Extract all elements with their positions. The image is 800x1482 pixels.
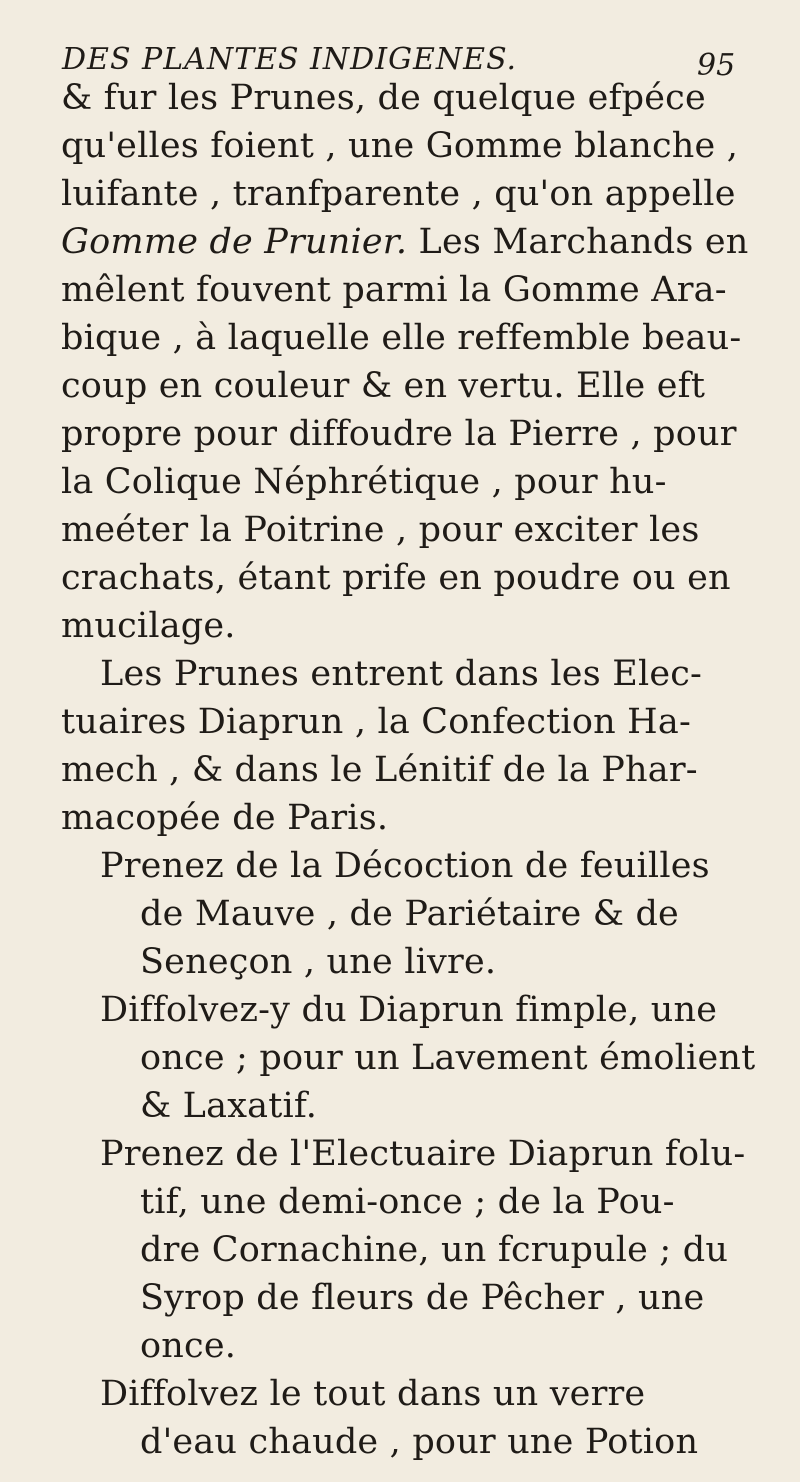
recipe-line: Diffolvez-y du Diaprun fimple, une — [100, 990, 718, 1030]
text-line: crachats, étant prife en poudre ou en — [61, 558, 731, 598]
text-segment: Les Marchands en — [407, 222, 749, 262]
text-line: coup en couleur & en vertu. Elle eft — [61, 366, 706, 406]
text-line: mêlent fouvent parmi la Gomme Ara- — [61, 270, 727, 310]
text-line: bique , à laquelle elle reffemble beau- — [61, 318, 742, 358]
recipe-line: Diffolvez le tout dans un verre — [100, 1374, 646, 1414]
text-line: Les Prunes entrent dans les Elec- — [100, 654, 703, 694]
text-line: & fur les Prunes, de quelque efpéce — [61, 78, 706, 118]
recipe-line: tif, une demi-once ; de la Pou- — [140, 1182, 675, 1222]
text-line-with-italic — [61, 218, 748, 266]
text-line: mucilage. — [61, 606, 236, 646]
text-line: meéter la Poitrine , pour exciter les — [61, 510, 700, 550]
recipe-line: de Mauve , de Pariétaire & de — [140, 894, 679, 934]
italic-term: Gomme de Prunier. — [61, 222, 408, 262]
text-line: tuaires Diaprun , la Confection Ha- — [61, 702, 691, 742]
text-line: luifante , tranfparente , qu'on appelle — [61, 174, 736, 214]
recipe-line: d'eau chaude , pour une Potion — [140, 1422, 699, 1462]
text-line: la Colique Néphrétique , pour hu- — [61, 462, 667, 502]
recipe-line: Prenez de l'Electuaire Diaprun folu- — [100, 1134, 746, 1174]
recipe-line: dre Cornachine, un fcrupule ; du — [140, 1230, 729, 1270]
recipe-line: Prenez de la Décoction de feuilles — [100, 846, 710, 886]
recipe-line: Seneçon , une livre. — [140, 942, 497, 982]
page-number: 95 — [697, 48, 736, 83]
recipe-line: once. — [140, 1326, 237, 1366]
text-line: qu'elles foient , une Gomme blanche , — [61, 126, 739, 166]
recipe-line: once ; pour un Lavement émolient — [140, 1038, 756, 1078]
text-line: macopée de Paris. — [61, 798, 389, 838]
text-line: propre pour diffoudre la Pierre , pour — [61, 414, 737, 454]
running-header: DES PLANTES INDIGENES. — [62, 42, 518, 77]
recipe-line: Syrop de fleurs de Pêcher , une — [140, 1278, 705, 1318]
recipe-line: & Laxatif. — [140, 1086, 318, 1126]
text-line: mech , & dans le Lénitif de la Phar- — [61, 750, 698, 790]
